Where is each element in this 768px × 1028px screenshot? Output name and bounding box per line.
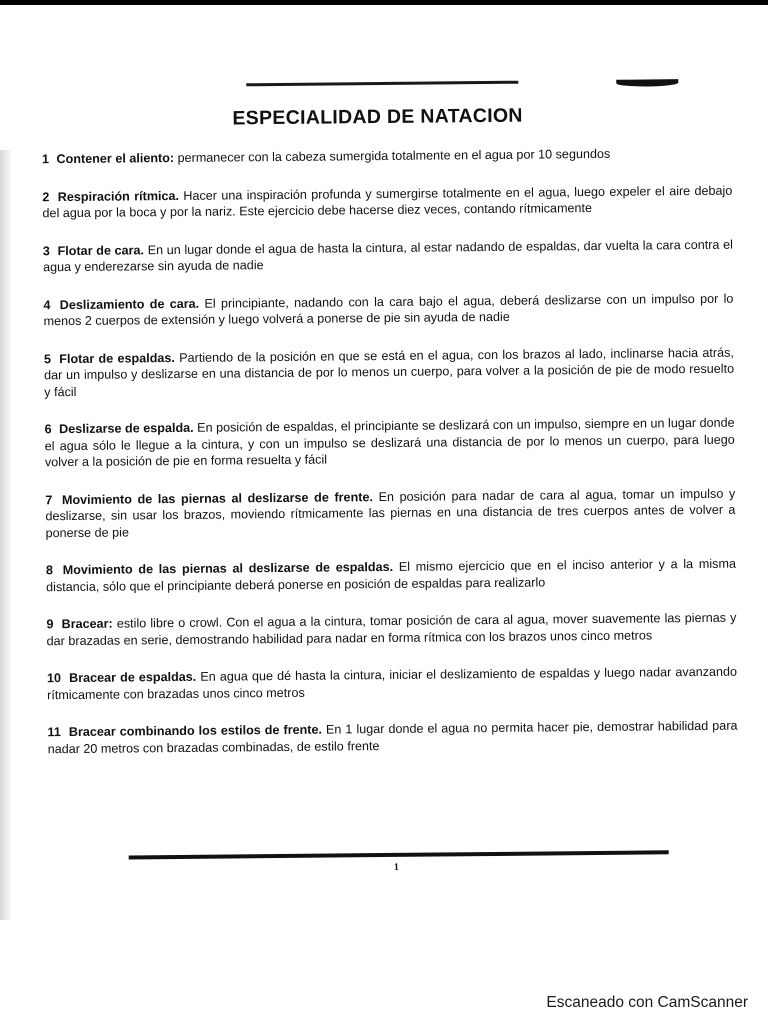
item-text: El principiante, nadando con la cara bajo el agua, deberá deslizarse con un impulso por lo menos 2 cuerpos de extensión y luego volverá a ponerse de pie sin ayuda de nadie (43, 291, 734, 329)
item-name: Flotar de cara. (57, 242, 145, 258)
header-rule-mark (616, 79, 678, 87)
list-item (45, 485, 735, 541)
item-number: 8 (45, 563, 54, 578)
header-rule (246, 81, 518, 87)
item-text: permanecer con la cabeza sumergida totalmente en el agua por 10 segundos (177, 146, 611, 165)
item-name: Movimiento de las piernas al deslizarse de frente. (61, 489, 373, 507)
item-name: Bracear combinando los estilos de frente. (68, 722, 323, 740)
footer-rule (129, 850, 669, 859)
item-name: Bracear: (61, 616, 113, 632)
list-item (47, 664, 737, 704)
item-text: En posición de espaldas, el principiante se deslizará con un impulso, siempre en un lugar donde el agua sólo le llegue a la cintura, y con un impulso se deslizará una distancia de por lo menos un cuerpo, para luego volver a la posición de pie en forma resuelta y fácil (44, 415, 735, 470)
item-number: 10 (46, 671, 62, 686)
item-name: Respiración rítmica. (57, 188, 180, 204)
item-text: El mismo ejercicio que en el inciso anterior y a la misma distancia, sólo que el principiante deberá ponerse en posición de espaldas para realizarlo (46, 556, 736, 594)
item-name: Deslizarse de espalda. (59, 420, 194, 437)
page-number: 1 (393, 861, 399, 873)
item-text: En posición para nadar de cara al agua, tomar un impulso y deslizarse, sin usar los brazos, moviendo rítmicamente las piernas en una distancia de tres cuerpos antes de volver a ponerse de pie (45, 486, 736, 540)
item-number: 11 (47, 725, 61, 740)
item-name: Movimiento de las piernas al deslizarse de espaldas. (62, 559, 394, 578)
item-number: 1 (41, 152, 50, 167)
item-number: 3 (42, 243, 50, 258)
list-item (43, 290, 733, 330)
item-number: 9 (46, 617, 54, 632)
item-name: Bracear de espaldas. (69, 669, 197, 686)
list-item (46, 610, 736, 650)
item-name: Flotar de espaldas. (59, 350, 175, 366)
item-text: Hacer una inspiración profunda y sumergirse totalmente en el agua, luego expeler el aire debajo del agua por la boca y por la nariz. Este ejercicio debe hacerse diez veces, contando rítmicamente (42, 183, 733, 221)
list-item (43, 236, 733, 276)
camscanner-watermark: Escaneado con CamScanner (546, 994, 748, 1011)
list-item (44, 344, 734, 400)
list-item (47, 718, 737, 758)
item-text: En un lugar donde el agua de hasta la cintura, al estar nadando de espaldas, dar vuelta la cara contra el agua y enderezarse sin ayuda de nadie (42, 237, 733, 275)
list-item (45, 415, 735, 471)
item-text: Partiendo de la posición en que se está en el agua, con los brazos al lado, inclinarse hacia atrás, dar un impulso y deslizarse en una distancia de por lo menos un cuerpo, para volver a la posición de pie de modo resuelto y fácil (44, 345, 735, 399)
item-list (42, 145, 738, 779)
item-number: 2 (42, 189, 50, 204)
list-item (42, 145, 732, 168)
item-text: En agua que dé hasta la cintura, iniciar el deslizamiento de espaldas y luego nadar avanzando rítmicamente con brazadas unos cinco metros (47, 664, 738, 702)
document-title: ESPECIALIDAD DE NATACION (232, 104, 523, 130)
item-number: 6 (44, 422, 52, 437)
item-name: Contener el aliento: (56, 151, 175, 167)
item-number: 4 (43, 297, 51, 312)
item-number: 5 (43, 351, 51, 366)
item-name: Deslizamiento de cara. (59, 296, 200, 312)
item-text: estilo libre o crowl. Con el agua a la cintura, tomar posición de cara al agua, mover suavemente las piernas y dar brazadas en serie, demostrando habilidad para nadar en forma rítmica con los brazos unos cinco metros (46, 610, 737, 648)
item-text: En 1 lugar donde el agua no permita hacer pie, demostrar habilidad para nadar 20 metros con brazadas combinadas, de estilo frente (47, 718, 738, 756)
item-number: 7 (45, 492, 53, 507)
list-item (42, 182, 732, 222)
list-item (46, 556, 736, 596)
